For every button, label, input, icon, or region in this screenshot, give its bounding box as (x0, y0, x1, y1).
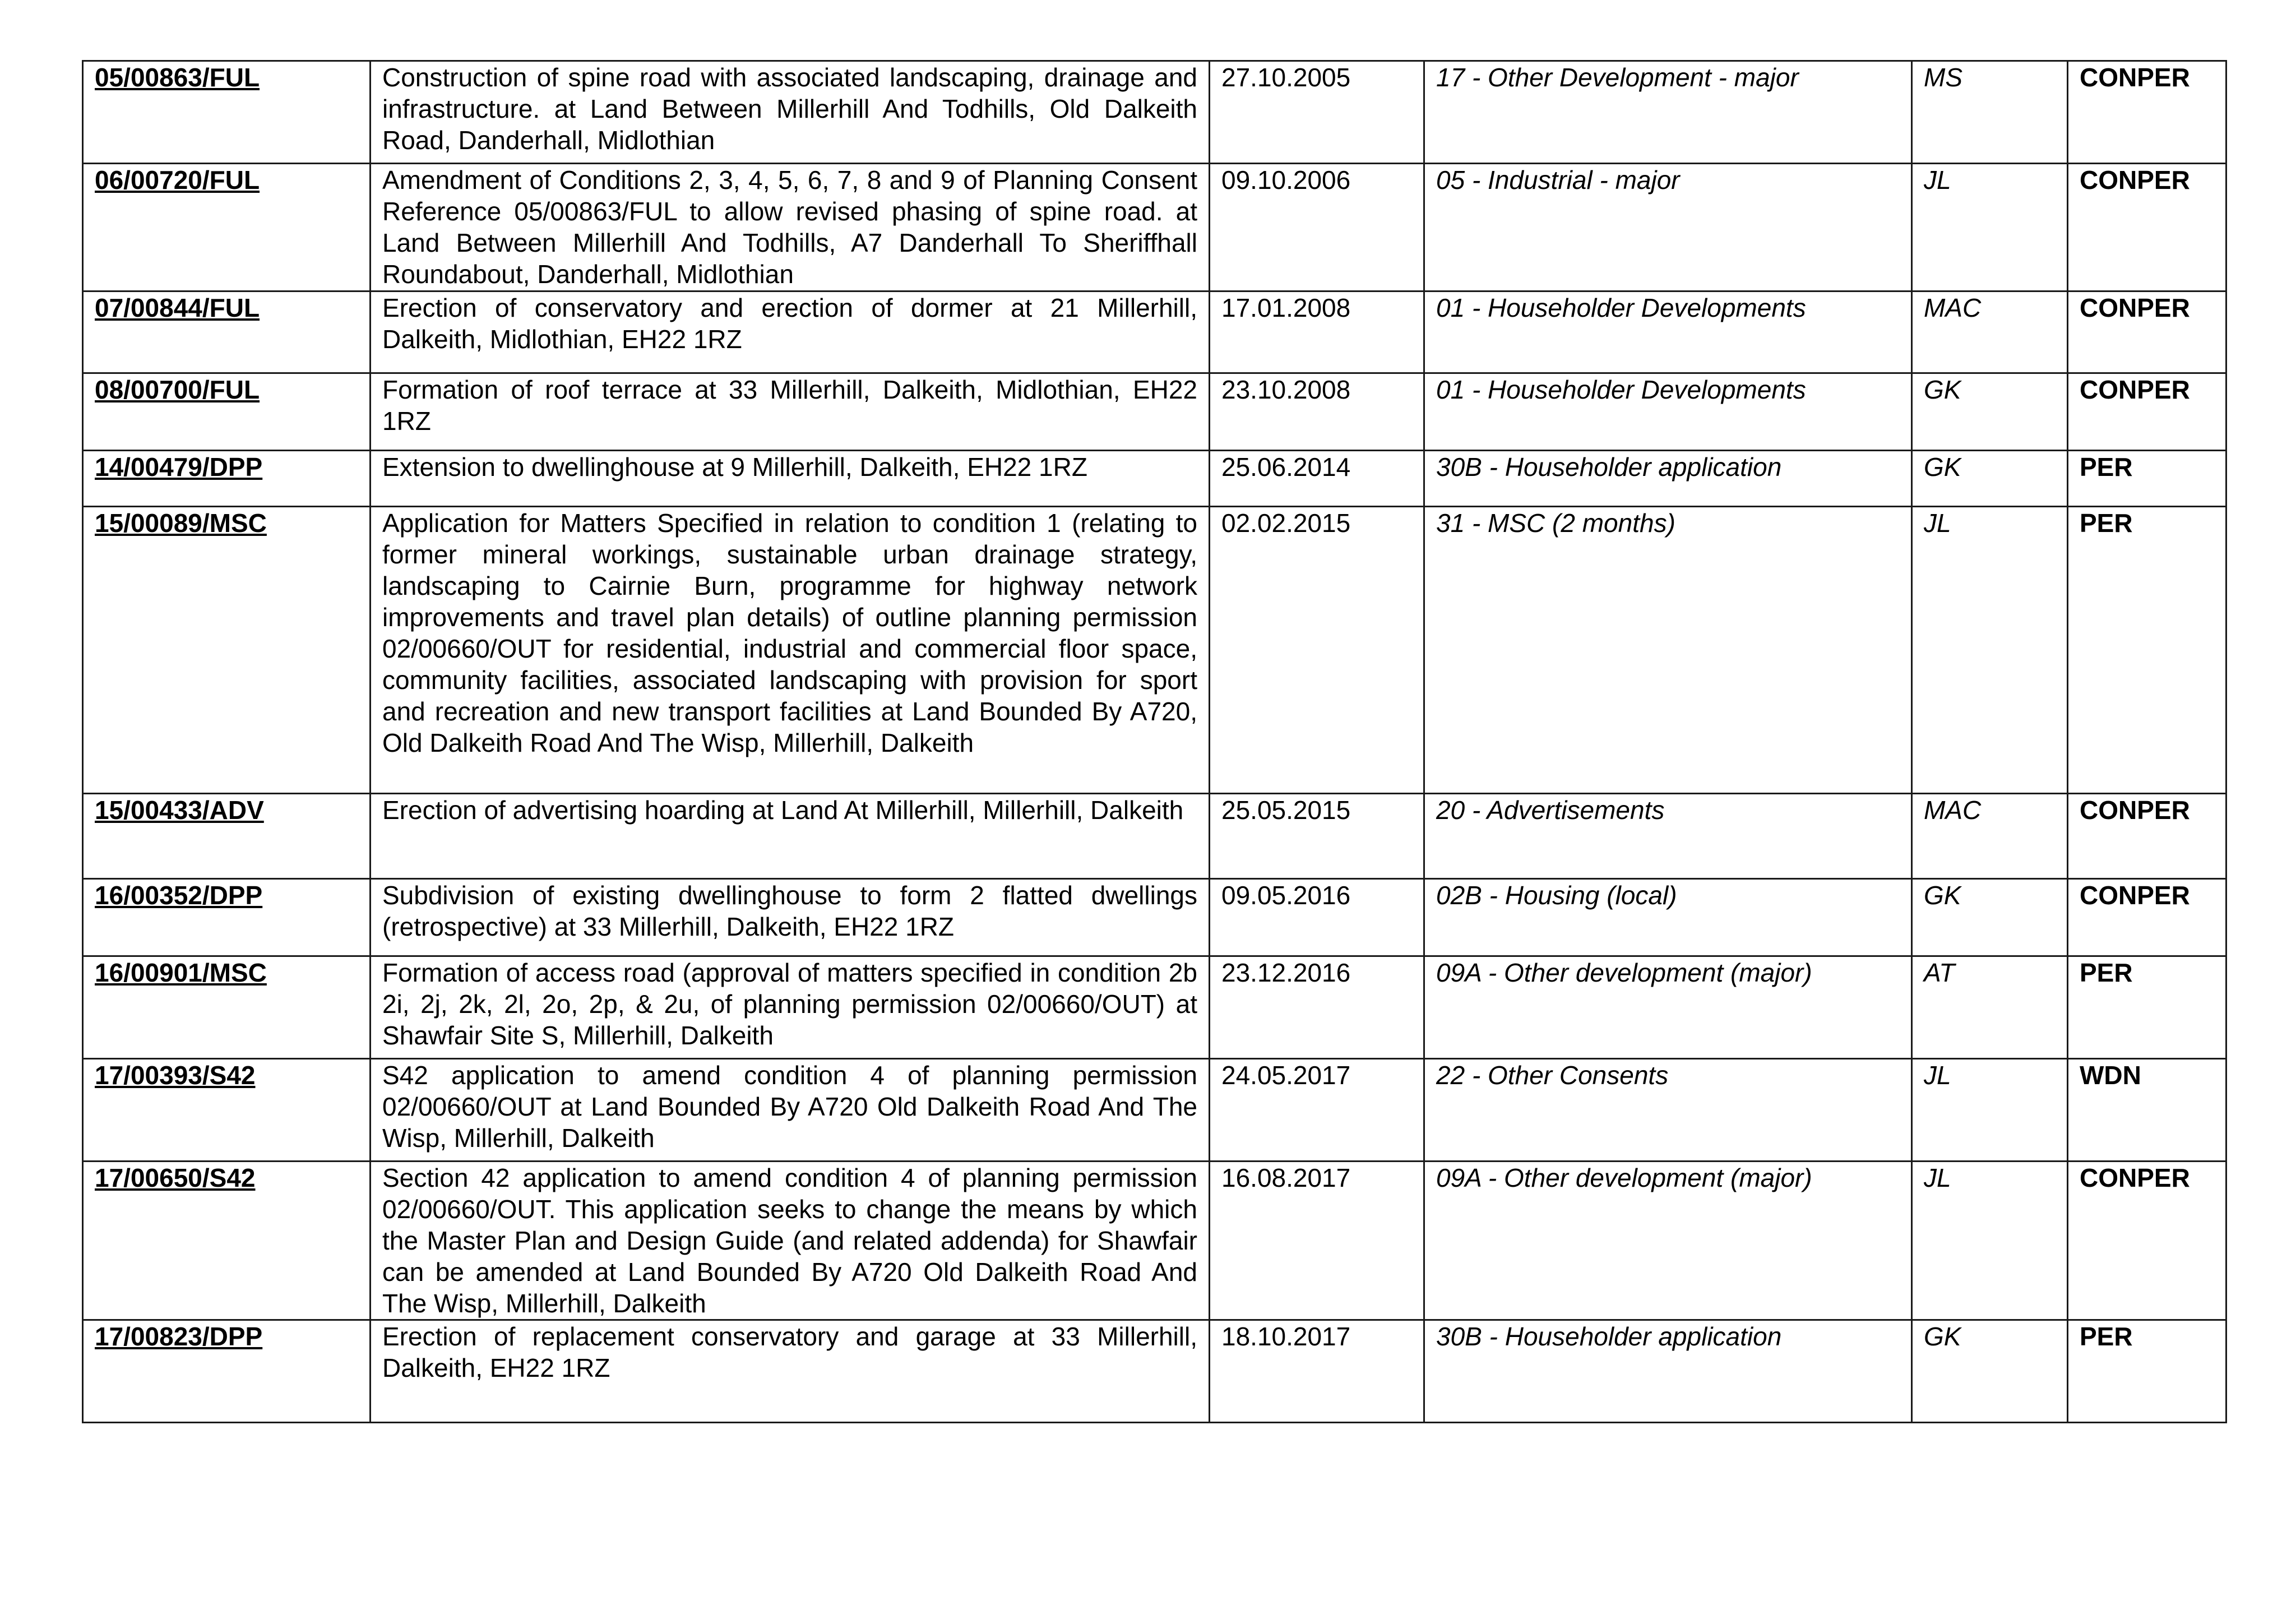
application-description: Formation of roof terrace at 33 Millerhill, Dalkeith, Midlothian, EH22 1RZ (371, 373, 1210, 451)
table-row (83, 1059, 2226, 1162)
table-row (83, 879, 2226, 956)
application-date: 09.10.2006 (1210, 164, 1424, 292)
application-date: 23.12.2016 (1210, 956, 1424, 1059)
application-ref-link[interactable]: 07/00844/FUL (83, 292, 371, 373)
planning-applications-table (82, 60, 2227, 1423)
application-ref-link[interactable]: 17/00393/S42 (83, 1059, 371, 1162)
case-officer: MAC (1912, 794, 2068, 879)
application-category: 09A - Other development (major) (1424, 956, 1912, 1059)
application-ref-link[interactable]: 16/00352/DPP (83, 879, 371, 956)
case-officer: MS (1912, 61, 2068, 164)
application-category: 30B - Householder application (1424, 451, 1912, 507)
table-row (83, 292, 2226, 373)
application-category: 09A - Other development (major) (1424, 1162, 1912, 1320)
table-row (83, 451, 2226, 507)
application-ref-link[interactable]: 17/00650/S42 (83, 1162, 371, 1320)
application-date: 02.02.2015 (1210, 507, 1424, 794)
application-ref-link[interactable]: 05/00863/FUL (83, 61, 371, 164)
application-description: Section 42 application to amend condition 4 of planning permission 02/00660/OUT. This application seeks to change the means by which the Master Plan and Design Guide (and related addenda) for Shawfair can be amended at Land Bounded By A720 Old Dalkeith Road And The Wisp, Millerhill, Dalkeith (371, 1162, 1210, 1320)
application-category: 22 - Other Consents (1424, 1059, 1912, 1162)
application-category: 02B - Housing (local) (1424, 879, 1912, 956)
application-date: 09.05.2016 (1210, 879, 1424, 956)
case-officer: JL (1912, 164, 2068, 292)
table-row (83, 373, 2226, 451)
application-description: Erection of conservatory and erection of dormer at 21 Millerhill, Dalkeith, Midlothian, EH22 1RZ (371, 292, 1210, 373)
application-ref-link[interactable]: 15/00433/ADV (83, 794, 371, 879)
table-row (83, 1320, 2226, 1423)
application-category: 30B - Householder application (1424, 1320, 1912, 1423)
case-officer: JL (1912, 1059, 2068, 1162)
application-date: 23.10.2008 (1210, 373, 1424, 451)
application-category: 05 - Industrial - major (1424, 164, 1912, 292)
decision-code: PER (2068, 507, 2226, 794)
decision-code: CONPER (2068, 373, 2226, 451)
case-officer: GK (1912, 373, 2068, 451)
case-officer: JL (1912, 507, 2068, 794)
table-row (83, 164, 2226, 292)
table-body (83, 61, 2226, 1423)
application-description: Construction of spine road with associated landscaping, drainage and infrastructure. at Land Between Millerhill And Todhills, Old Dalkeith Road, Danderhall, Midlothian (371, 61, 1210, 164)
decision-code: CONPER (2068, 61, 2226, 164)
application-ref-link[interactable]: 06/00720/FUL (83, 164, 371, 292)
application-description: Application for Matters Specified in relation to condition 1 (relating to former mineral workings, sustainable urban drainage strategy, landscaping to Cairnie Burn, programme for highway network improvements and travel plan details) of outline planning permission 02/00660/OUT for residential, industrial and commercial floor space, community facilities, associated landscaping with provision for sport and recreation and new transport facilities at Land Bounded By A720, Old Dalkeith Road And The Wisp, Millerhill, Dalkeith (371, 507, 1210, 794)
decision-code: PER (2068, 956, 2226, 1059)
application-category: 01 - Householder Developments (1424, 292, 1912, 373)
application-description: Erection of replacement conservatory and garage at 33 Millerhill, Dalkeith, EH22 1RZ (371, 1320, 1210, 1423)
case-officer: GK (1912, 879, 2068, 956)
application-description: Amendment of Conditions 2, 3, 4, 5, 6, 7, 8 and 9 of Planning Consent Reference 05/00863/FUL to allow revised phasing of spine road. at Land Between Millerhill And Todhills, A7 Danderhall To Sheriffhall Roundabout, Danderhall, Midlothian (371, 164, 1210, 292)
decision-code: CONPER (2068, 164, 2226, 292)
application-category: 31 - MSC (2 months) (1424, 507, 1912, 794)
table-row (83, 794, 2226, 879)
decision-code: CONPER (2068, 1162, 2226, 1320)
application-ref-link[interactable]: 16/00901/MSC (83, 956, 371, 1059)
application-description: S42 application to amend condition 4 of planning permission 02/00660/OUT at Land Bounded By A720 Old Dalkeith Road And The Wisp, Millerhill, Dalkeith (371, 1059, 1210, 1162)
application-date: 25.05.2015 (1210, 794, 1424, 879)
case-officer: MAC (1912, 292, 2068, 373)
decision-code: PER (2068, 451, 2226, 507)
application-category: 20 - Advertisements (1424, 794, 1912, 879)
application-date: 27.10.2005 (1210, 61, 1424, 164)
decision-code: CONPER (2068, 794, 2226, 879)
decision-code: CONPER (2068, 292, 2226, 373)
decision-code: WDN (2068, 1059, 2226, 1162)
application-ref-link[interactable]: 14/00479/DPP (83, 451, 371, 507)
table-row (83, 61, 2226, 164)
table-row (83, 1162, 2226, 1320)
application-description: Subdivision of existing dwellinghouse to form 2 flatted dwellings (retrospective) at 33 Millerhill, Dalkeith, EH22 1RZ (371, 879, 1210, 956)
case-officer: AT (1912, 956, 2068, 1059)
table-row (83, 956, 2226, 1059)
case-officer: GK (1912, 1320, 2068, 1423)
application-category: 17 - Other Development - major (1424, 61, 1912, 164)
case-officer: GK (1912, 451, 2068, 507)
case-officer: JL (1912, 1162, 2068, 1320)
application-ref-link[interactable]: 17/00823/DPP (83, 1320, 371, 1423)
table-row (83, 507, 2226, 794)
application-category: 01 - Householder Developments (1424, 373, 1912, 451)
decision-code: CONPER (2068, 879, 2226, 956)
application-description: Erection of advertising hoarding at Land At Millerhill, Millerhill, Dalkeith (371, 794, 1210, 879)
application-description: Extension to dwellinghouse at 9 Millerhill, Dalkeith, EH22 1RZ (371, 451, 1210, 507)
application-date: 16.08.2017 (1210, 1162, 1424, 1320)
decision-code: PER (2068, 1320, 2226, 1423)
application-ref-link[interactable]: 08/00700/FUL (83, 373, 371, 451)
application-date: 18.10.2017 (1210, 1320, 1424, 1423)
application-date: 24.05.2017 (1210, 1059, 1424, 1162)
application-ref-link[interactable]: 15/00089/MSC (83, 507, 371, 794)
application-description: Formation of access road (approval of matters specified in condition 2b 2i, 2j, 2k, 2l, 2o, 2p, & 2u, of planning permission 02/00660/OUT) at Shawfair Site S, Millerhill, Dalkeith (371, 956, 1210, 1059)
application-date: 17.01.2008 (1210, 292, 1424, 373)
application-date: 25.06.2014 (1210, 451, 1424, 507)
